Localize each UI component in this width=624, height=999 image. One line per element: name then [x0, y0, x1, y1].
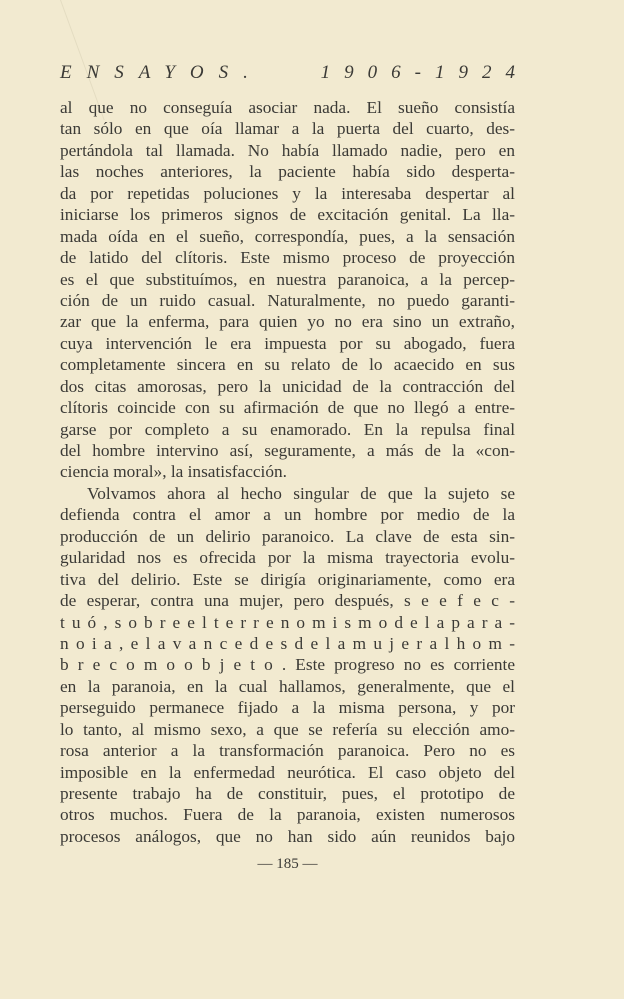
- text-line: lo tanto, al mismo sexo, a que se refería su elección amo-: [60, 719, 515, 739]
- text-line: cuya intervención le era impuesta por su abogado, fuera: [60, 333, 515, 353]
- text-line: producción de un delirio paranoico. La clave de esta sin-: [60, 526, 515, 546]
- text-line: n o i a , e l a v a n c e d e s d e l a m u j e r a l h o m -: [60, 633, 515, 653]
- text-line: zar que la enferma, para quien yo no era sino un extraño,: [60, 312, 515, 332]
- text-line: de esperar, contra una mujer, pero después, s e e f e c -: [60, 591, 515, 611]
- running-header: [60, 62, 529, 84]
- text-line: de latido del clítoris. Este mismo proceso de proyección: [60, 248, 515, 268]
- text-line: al que no conseguía asociar nada. El sueño consistía: [60, 98, 515, 117]
- text-line: en la paranoia, en la cual hallamos, generalmente, que el: [60, 676, 515, 696]
- text-line: rosa anterior a la transformación paranoica. Pero no es: [60, 741, 515, 761]
- text-line: Volvamos ahora al hecho singular de que la sujeto se: [87, 483, 515, 503]
- text-line: imposible en la enfermedad neurótica. El caso objeto del: [60, 762, 515, 782]
- text-line: del hombre intervino así, seguramente, a más de la «con-: [60, 441, 515, 460]
- text-line: ciencia moral», la insatisfacción.: [60, 462, 287, 482]
- header-years: 1906-1924: [320, 62, 529, 83]
- text-line: ción de un ruido casual. Naturalmente, no puedo garanti-: [60, 290, 515, 310]
- text-line: procesos análogos, que no han sido aún reunidos bajo: [60, 826, 515, 846]
- text-line: las noches anteriores, la paciente había sido desperta-: [60, 162, 515, 182]
- text-line: iniciarse los primeros signos de excitación genital. La lla-: [60, 205, 515, 225]
- text-line: completamente sincera en su relato de lo acaecido en sus: [60, 355, 515, 375]
- text-line: dos citas amorosas, pero la unicidad de la contracción del: [60, 376, 515, 396]
- text-line: garse por completo a su enamorado. En la repulsa final: [60, 419, 515, 439]
- text-line: otros muchos. Fuera de la paranoia, existen numerosos: [60, 805, 515, 825]
- text-line: defienda contra el amor a un hombre por medio de la: [60, 505, 515, 525]
- text-line: t u ó , s o b r e e l t e r r e n o m i s m o d e l a p a r a -: [60, 612, 515, 632]
- text-line: b r e c o m o o b j e t o . Este progreso no es corriente: [60, 655, 515, 675]
- text-line: tiva del delirio. Este se dirigía originariamente, como era: [60, 569, 515, 589]
- body-text: [60, 97, 515, 847]
- text-line: perseguido permanece fijado a la misma persona, y por: [60, 698, 515, 718]
- text-line: tan sólo en que oía llamar a la puerta del cuarto, des-: [60, 119, 515, 139]
- text-line: es el que substituímos, en nuestra paranoica, a la percep-: [60, 269, 515, 289]
- text-line: pertándola tal llamada. No había llamado nadie, pero en: [60, 140, 515, 160]
- header-title: ENSAYOS.: [60, 62, 263, 83]
- text-line: clítoris coincide con su afirmación de que no llegó a entre-: [60, 398, 515, 418]
- text-line: gularidad nos es ofrecida por la misma trayectoria evolu-: [60, 548, 515, 568]
- text-line: presente trabajo ha de constituir, pues, el prototipo de: [60, 784, 515, 803]
- text-line: mada oída en el sueño, correspondía, pues, a la sensación: [60, 226, 515, 246]
- text-line: da por repetidas poluciones y la interesaba despertar al: [60, 183, 515, 203]
- page-number: — 185 —: [257, 856, 318, 872]
